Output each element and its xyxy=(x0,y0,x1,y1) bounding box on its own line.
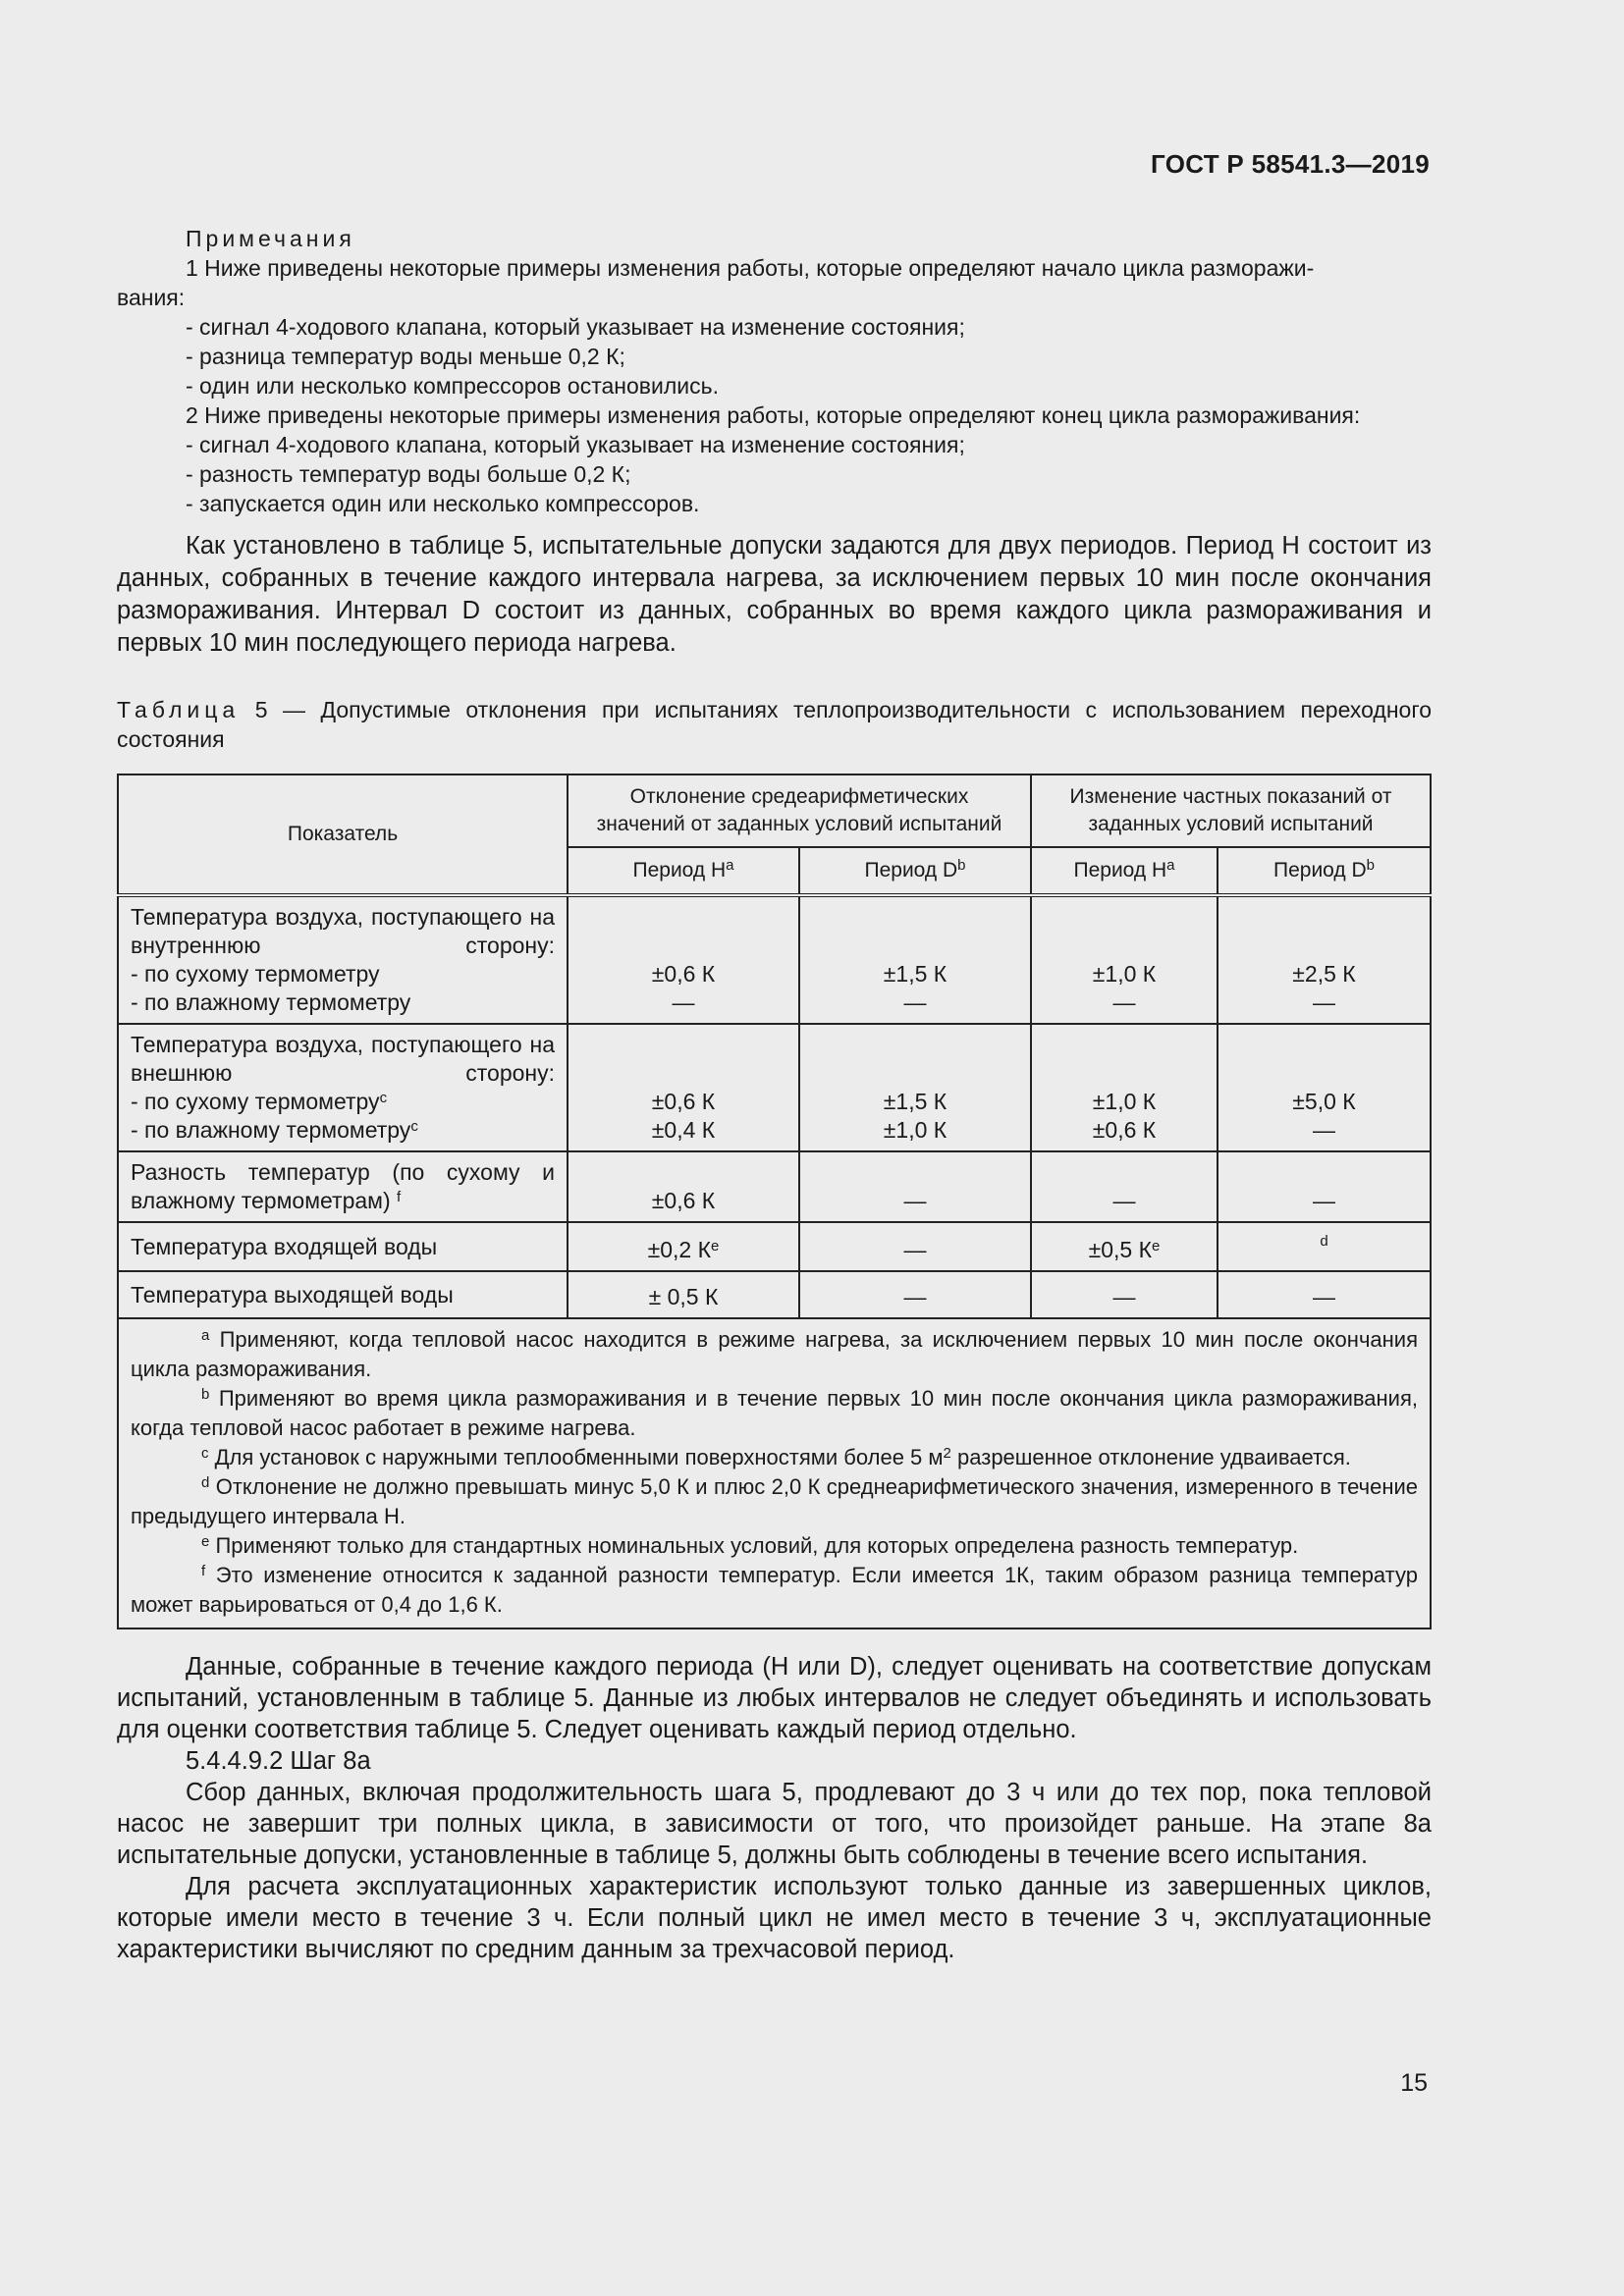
header-average-deviation: Отклонение средеарифметических значений от заданных условий испытаний xyxy=(568,774,1031,847)
footnote-f: $^f$ Это изменение относится к заданной разности температур. Если имеется 1К, таким образом разница температур может варьироваться от 0,4 до 1,6 К. xyxy=(131,1563,1418,1617)
parameter-indoor-air: Температура воздуха, поступающего на внутреннюю сторону: - по сухому термометру - по влажному термометру xyxy=(118,895,568,1024)
parameter-inlet-water: Температура входящей воды xyxy=(118,1222,568,1271)
header-period-h: Период $Н^a$ xyxy=(1031,847,1218,895)
header-period-d: Период $D^b$ xyxy=(1218,847,1431,895)
header-period-d: Период $D^b$ xyxy=(799,847,1031,895)
value-cell: ±1,0 К — xyxy=(1031,895,1218,1024)
table-caption xyxy=(117,695,1432,754)
value-cell: ±0,5 $К^e$ xyxy=(1031,1222,1218,1271)
table-footnotes xyxy=(118,1318,1431,1629)
parameter-outlet-water: Температура выходящей воды xyxy=(118,1271,568,1318)
page-number: 15 xyxy=(1400,2069,1428,2097)
standard-designation: ГОСТ Р 58541.3—2019 xyxy=(1151,149,1430,179)
section-heading: 5.4.4.9.2 Шаг 8а xyxy=(186,1747,371,1775)
notes-heading: Примечания xyxy=(186,226,355,251)
table-row xyxy=(118,1024,1431,1151)
value-cell: ±5,0 К — xyxy=(1218,1024,1431,1151)
note-2-item: - запускается один или несколько компрессоров. xyxy=(186,491,700,516)
notes-block xyxy=(117,224,1432,518)
header-period-h: Период $Н^a$ xyxy=(568,847,799,895)
value-cell: — xyxy=(1218,1151,1431,1222)
value-cell: — xyxy=(799,1271,1031,1318)
value-cell: — xyxy=(799,1151,1031,1222)
table-row xyxy=(118,1151,1431,1222)
footnotes-row xyxy=(118,1318,1431,1629)
header-individual-change: Изменение частных показаний от заданных условий испытаний xyxy=(1031,774,1431,847)
paragraph-performance-calc: Для расчета эксплуатационных характеристик используют только данные из завершенных циклов, которые имели место в течение 3 ч. Если полный цикл не имел место в течение 3 ч, эксплуатационные характеристики вычисляют по средним данным за трехчасовой период. xyxy=(117,1873,1432,1963)
footnote-d: $^d$ Отклонение не должно превышать минус 5,0 К и плюс 2,0 К среднеарифметического значения, измеренного в течение предыдущего интервала Н. xyxy=(131,1474,1418,1528)
table-row xyxy=(118,895,1431,1024)
note-1-item: - разница температур воды меньше 0,2 К; xyxy=(186,344,625,369)
footnote-a: $^a$ Применяют, когда тепловой насос находится в режиме нагрева, за исключением первых 10 мин после окончания цикла размораживания. xyxy=(131,1327,1418,1381)
table-row xyxy=(118,1271,1431,1318)
value-cell: ±1,5 К ±1,0 К xyxy=(799,1024,1031,1151)
closing-text xyxy=(117,1651,1432,1965)
note-1-continuation: вания: xyxy=(117,285,186,310)
footnote-c: $^c$ Для установок с наружными теплообменными поверхностями более 5 $м^2$ разрешенное отклонение удваивается. xyxy=(201,1445,1351,1469)
value-cell: — xyxy=(1218,1271,1431,1318)
value-cell: ±2,5 К — xyxy=(1218,895,1431,1024)
value-cell: — xyxy=(1031,1151,1218,1222)
value-cell: ±0,2 $К^e$ xyxy=(568,1222,799,1271)
value-cell: ±0,6 К xyxy=(568,1151,799,1222)
table-caption-text: 5 — Допустимые отклонения при испытаниях теплопроизводительности с использованием переходного состояния xyxy=(117,697,1432,752)
value-cell: ±1,0 К ±0,6 К xyxy=(1031,1024,1218,1151)
note-1-item: - один или несколько компрессоров остановились. xyxy=(186,373,719,399)
page-content xyxy=(117,224,1432,1965)
value-cell: ± 0,5 К xyxy=(568,1271,799,1318)
note-2-item: - разность температур воды больше 0,2 К; xyxy=(186,461,631,487)
header-parameter: Показатель xyxy=(118,774,568,895)
intro-paragraph: Как установлено в таблице 5, испытательные допуски задаются для двух периодов. Период Н состоит из данных, собранных в течение каждого интервала нагрева, за исключением первых 10 мин после окончания размораживания. Интервал D состоит из данных, собранных во время каждого цикла размораживания и первых 10 мин последующего периода нагрева. xyxy=(117,532,1432,657)
footnote-b: $^b$ Применяют во время цикла размораживания и в течение первых 10 мин после окончания цикла размораживания, когда тепловой насос работает в режиме нагрева. xyxy=(131,1386,1418,1440)
note-1: 1 Ниже приведены некоторые примеры изменения работы, которые определяют начало цикла разморажи- xyxy=(186,255,1315,281)
value-cell: — xyxy=(1031,1271,1218,1318)
paragraph-data-collection: Сбор данных, включая продолжительность шага 5, продлевают до 3 ч или до тех пор, пока тепловой насос не завершит три полных цикла, в зависимости от того, что произойдет раньше. На этапе 8а испытательные допуски, установленные в таблице 5, должны быть соблюдены в течение всего испытания. xyxy=(117,1779,1432,1869)
footnote-e: $^e$ Применяют только для стандартных номинальных условий, для которых определена разность температур. xyxy=(201,1533,1299,1558)
table-caption-label: Таблица xyxy=(117,697,241,722)
note-1-item: - сигнал 4-ходового клапана, который указывает на изменение состояния; xyxy=(186,314,965,340)
note-2: 2 Ниже приведены некоторые примеры изменения работы, которые определяют конец цикла размораживания: xyxy=(186,402,1361,428)
tolerance-table xyxy=(117,774,1432,1629)
value-cell: ±1,5 К — xyxy=(799,895,1031,1024)
parameter-temperature-difference: Разность температур (по сухому и влажному термометрам) $^f$ xyxy=(118,1151,568,1222)
table-row xyxy=(118,1222,1431,1271)
header-row xyxy=(118,774,1431,847)
value-cell: ±0,6 К — xyxy=(568,895,799,1024)
parameter-outdoor-air: Температура воздуха, поступающего на внешнюю сторону: - по сухому термометру$^c$ - по влажному термометру$^c$ xyxy=(118,1024,568,1151)
value-cell: ±0,6 К ±0,4 К xyxy=(568,1024,799,1151)
note-2-item: - сигнал 4-ходового клапана, который указывает на изменение состояния; xyxy=(186,432,965,457)
paragraph-data-evaluation: Данные, собранные в течение каждого периода (Н или D), следует оценивать на соответствие допускам испытаний, установленным в таблице 5. Данные из любых интервалов не следует объединять и использовать для оценки соответствия таблице 5. Следует оценивать каждый период отдельно. xyxy=(117,1653,1432,1743)
value-cell: d xyxy=(1218,1222,1431,1271)
value-cell: — xyxy=(799,1222,1031,1271)
